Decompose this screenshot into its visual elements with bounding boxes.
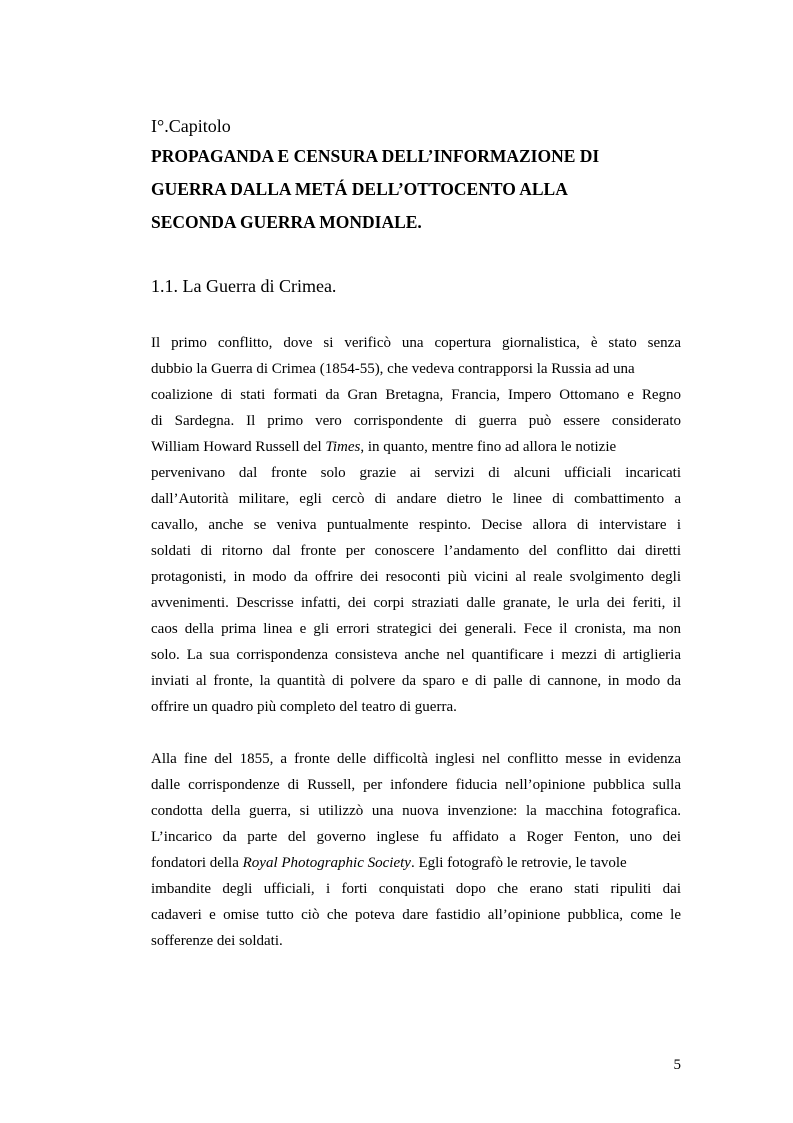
paragraph-line: solo. La sua corrispondenza consisteva anche nel quantificare i mezzi di artiglieria xyxy=(151,647,681,663)
paragraph-line: pervenivano dal fronte solo grazie ai servizi di alcuni ufficiali incaricati xyxy=(151,465,681,481)
paragraph-1 xyxy=(151,334,681,724)
page-number: 5 xyxy=(673,1057,681,1073)
chapter-title xyxy=(151,145,681,244)
paragraph-line: dall’Autorità militare, egli cercò di andare dietro le linee di combattimento a xyxy=(151,491,681,507)
paragraph-line: dalle corrispondenze di Russell, per infondere fiducia nell’opinione pubblica sulla xyxy=(151,777,681,793)
paragraph-text: , in quanto, mentre fino ad allora le notizie xyxy=(360,439,617,455)
paragraph-line: coalizione di stati formati da Gran Bretagna, Francia, Impero Ottomano e Regno xyxy=(151,387,681,403)
paragraph-line: dubbio la Guerra di Crimea (1854-55), che vedeva contrapporsi la Russia ad una xyxy=(151,361,635,377)
paragraph-text: fondatori della xyxy=(151,855,239,871)
paragraph-line: sofferenze dei soldati. xyxy=(151,933,283,949)
paragraph-line: soldati di ritorno dal fronte per conoscere l’andamento del conflitto dai diretti xyxy=(151,543,681,559)
paragraph-2 xyxy=(151,750,681,958)
chapter-label: I°.Capitolo xyxy=(151,116,231,136)
paragraph-line: inviati al fronte, la quantità di polvere da sparo e di palle di cannone, in modo da xyxy=(151,673,681,689)
paragraph-line: condotta della guerra, si utilizzò una nuova invenzione: la macchina fotografica. xyxy=(151,803,681,819)
section-title: 1.1. La Guerra di Crimea. xyxy=(151,276,337,296)
paragraph-line: L’incarico da parte del governo inglese fu affidato a Roger Fenton, uno dei xyxy=(151,829,681,845)
chapter-title-line: PROPAGANDA E CENSURA DELL’INFORMAZIONE DI xyxy=(151,146,600,166)
paragraph-line: caos della prima linea e gli errori strategici dei generali. Fece il cronista, ma non xyxy=(151,621,681,637)
paragraph-line: di Sardegna. Il primo vero corrispondente di guerra può essere considerato xyxy=(151,413,681,429)
paragraph-line: Il primo conflitto, dove si verificò una copertura giornalistica, è stato senza xyxy=(151,335,681,351)
chapter-title-line: GUERRA DALLA METÁ DELL’OTTOCENTO ALLA xyxy=(151,179,568,199)
paragraph-line: cadaveri e omise tutto ciò che poteva dare fastidio all’opinione pubblica, come le xyxy=(151,907,681,923)
publication-title-italic: Times xyxy=(325,439,361,455)
chapter-title-line: SECONDA GUERRA MONDIALE. xyxy=(151,212,422,232)
paragraph-line: protagonisti, in modo da offrire dei resoconti più vicini al reale svolgimento degli xyxy=(151,569,681,585)
paragraph-line-mixed xyxy=(151,854,681,872)
paragraph-text: . Egli fotografò le retrovie, le tavole xyxy=(410,855,627,871)
paragraph-text: William Howard Russell del xyxy=(151,439,322,455)
paragraph-line: avvenimenti. Descrisse infatti, dei corpi straziati dalle granate, le urla dei feriti, il xyxy=(151,595,681,611)
paragraph-line-mixed xyxy=(151,438,681,456)
paragraph-line: offrire un quadro più completo del teatro di guerra. xyxy=(151,699,457,715)
paragraph-line: imbandite degli ufficiali, i forti conquistati dopo che erano stati ripuliti dai xyxy=(151,881,681,897)
society-name-italic: Royal Photographic Society xyxy=(242,855,411,871)
paragraph-line: cavallo, anche se veniva puntualmente respinto. Decise allora di intervistare i xyxy=(151,517,681,533)
paragraph-line: Alla fine del 1855, a fronte delle difficoltà inglesi nel conflitto messe in evidenza xyxy=(151,751,681,767)
